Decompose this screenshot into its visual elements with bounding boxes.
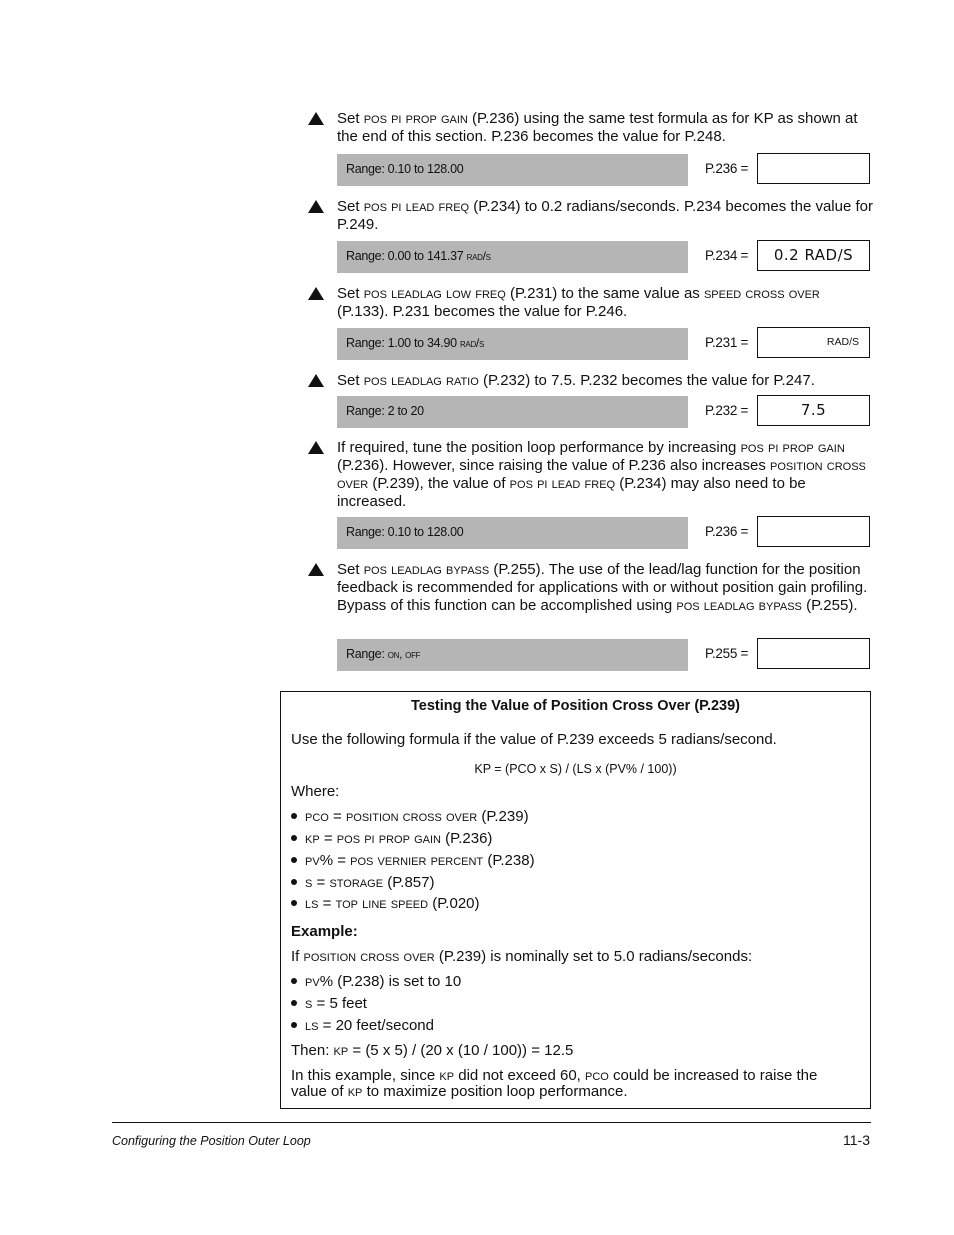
step-pos-pi-prop-gain bbox=[308, 110, 873, 146]
param-label: P.231 = bbox=[705, 335, 749, 350]
value-entry-box[interactable] bbox=[757, 240, 870, 271]
closing-note: In this example, since kp did not exceed 60, pco could be increased to raise the value of kp to maximize position loop performance. bbox=[291, 1067, 818, 1100]
box-intro: Use the following formula if the value of P.239 exceeds 5 radians/second. bbox=[291, 731, 777, 748]
range-bar: Range: 1.00 to 34.90 rad/s bbox=[337, 328, 688, 360]
step-text: If required, tune the position loop performance by increasing pos pi prop gain (P.236). However, since raising the value of P.236 also increases position cross over (P.239), the value of pos pi lead freq (P.234) may also need to be increased. bbox=[337, 439, 866, 510]
bullet-dot-icon bbox=[291, 978, 297, 984]
range-row-p255 bbox=[337, 639, 872, 671]
value-entry-box[interactable] bbox=[757, 638, 870, 669]
param-label: P.234 = bbox=[705, 248, 749, 263]
unit-label: RAD/S bbox=[826, 336, 859, 348]
handwritten-value: 0.2 RAD/S bbox=[773, 246, 854, 264]
example-item: pv% (P.238) is set to 10 bbox=[291, 973, 461, 990]
range-row-p236 bbox=[337, 154, 872, 186]
step-pos-leadlag-low-freq bbox=[308, 285, 873, 321]
param-label: P.236 = bbox=[705, 524, 749, 539]
step-pos-leadlag-bypass bbox=[308, 561, 873, 615]
value-entry-box[interactable] bbox=[757, 153, 870, 184]
bullet-dot-icon bbox=[291, 835, 297, 841]
box-title: Testing the Value of Position Cross Over (P.239) bbox=[410, 698, 741, 714]
bullet-dot-icon bbox=[291, 1022, 297, 1028]
param-label: P.232 = bbox=[705, 403, 749, 418]
handwritten-value: 7.5 bbox=[800, 401, 827, 419]
where-label: Where: bbox=[291, 783, 340, 800]
range-bar: Range: 0.00 to 141.37 rad/s bbox=[337, 241, 688, 273]
triangle-bullet-icon bbox=[308, 563, 324, 576]
range-row-p234 bbox=[337, 241, 872, 273]
range-bar: Range: 0.10 to 128.00 bbox=[337, 517, 688, 549]
example-item: ls = 20 feet/second bbox=[291, 1017, 434, 1034]
range-row-p236-tune bbox=[337, 517, 872, 549]
triangle-bullet-icon bbox=[308, 441, 324, 454]
bullet-dot-icon bbox=[291, 879, 297, 885]
value-entry-box[interactable] bbox=[757, 516, 870, 547]
range-row-p232 bbox=[337, 396, 872, 428]
definition-item: kp = pos pi prop gain (P.236) bbox=[291, 830, 492, 847]
step-text: Set pos leadlag bypass (P.255). The use of the lead/lag function for the position feedback is recommended for applications with or without position gain profiling. Bypass of this function can be accomplished using pos leadlag bypass (P.255). bbox=[337, 561, 868, 614]
bullet-dot-icon bbox=[291, 813, 297, 819]
range-bar: Range: on, off bbox=[337, 639, 688, 671]
bullet-dot-icon bbox=[291, 900, 297, 906]
param-label: P.255 = bbox=[705, 646, 749, 661]
step-text: Set pos pi prop gain (P.236) using the same test formula as for KP as shown at the end of this section. P.236 becomes the value for P.248. bbox=[337, 110, 858, 145]
triangle-bullet-icon bbox=[308, 374, 324, 387]
step-text: Set pos leadlag low freq (P.231) to the same value as speed cross over (P.133). P.231 becomes the value for P.246. bbox=[337, 285, 820, 320]
definition-item: pco = position cross over (P.239) bbox=[291, 808, 529, 825]
example-heading: Example: bbox=[291, 923, 358, 940]
definition-item: s = storage (P.857) bbox=[291, 874, 434, 891]
position-cross-over-test-box bbox=[280, 691, 871, 1109]
footer-section-title: Configuring the Position Outer Loop bbox=[112, 1134, 311, 1148]
footer-divider bbox=[112, 1122, 871, 1123]
example-item: s = 5 feet bbox=[291, 995, 367, 1012]
triangle-bullet-icon bbox=[308, 200, 324, 213]
definition-item: pv% = pos vernier percent (P.238) bbox=[291, 852, 535, 869]
triangle-bullet-icon bbox=[308, 112, 324, 125]
kp-formula: KP = (PCO x S) / (LS x (PV% / 100)) bbox=[474, 762, 677, 776]
step-tune-position-loop bbox=[308, 439, 873, 511]
then-calculation: Then: kp = (5 x 5) / (20 x (10 / 100)) = 12.5 bbox=[291, 1042, 574, 1059]
range-row-p231 bbox=[337, 328, 872, 360]
param-label: P.236 = bbox=[705, 161, 749, 176]
step-text: Set pos leadlag ratio (P.232) to 7.5. P.232 becomes the value for P.247. bbox=[337, 372, 815, 389]
bullet-dot-icon bbox=[291, 857, 297, 863]
page-number: 11-3 bbox=[843, 1132, 870, 1148]
value-entry-box[interactable] bbox=[757, 395, 870, 426]
example-intro: If position cross over (P.239) is nominally set to 5.0 radians/seconds: bbox=[291, 948, 753, 965]
step-pos-pi-lead-freq bbox=[308, 198, 873, 234]
range-bar: Range: 2 to 20 bbox=[337, 396, 688, 428]
step-pos-leadlag-ratio bbox=[308, 372, 873, 390]
step-text: Set pos pi lead freq (P.234) to 0.2 radians/seconds. P.234 becomes the value for P.249. bbox=[337, 198, 873, 233]
bullet-dot-icon bbox=[291, 1000, 297, 1006]
definition-item: ls = top line speed (P.020) bbox=[291, 895, 480, 912]
triangle-bullet-icon bbox=[308, 287, 324, 300]
value-entry-box[interactable] bbox=[757, 327, 870, 358]
range-bar: Range: 0.10 to 128.00 bbox=[337, 154, 688, 186]
